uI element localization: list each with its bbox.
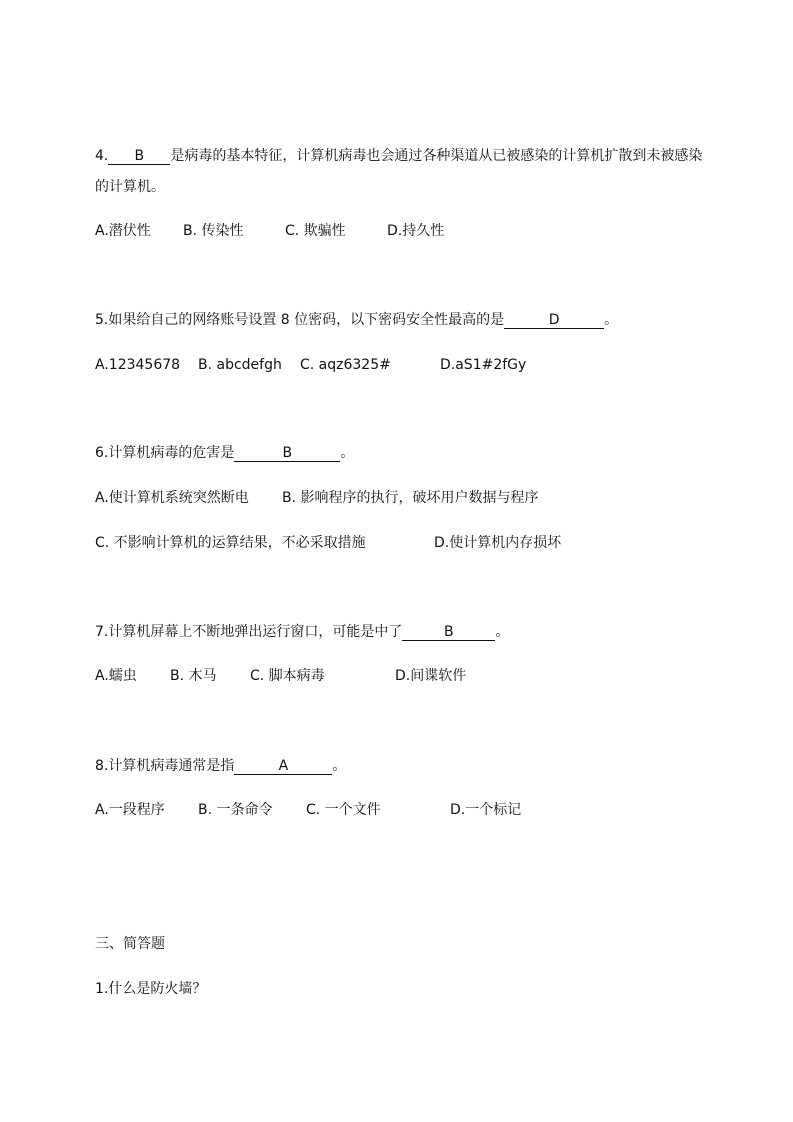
question-8-option-c: C. 一个文件 bbox=[306, 802, 381, 818]
question-7-suffix: 。 bbox=[495, 624, 510, 640]
question-5-option-d: D.aS1#2fGy bbox=[440, 357, 527, 373]
question-5-option-a: A.12345678 bbox=[95, 357, 181, 373]
question-5-stem bbox=[95, 311, 618, 329]
question-8-text: 8.计算机病毒通常是指 bbox=[95, 758, 235, 774]
question-5-answer-blank: D bbox=[504, 312, 604, 329]
question-4-option-a: A.潜伏性 bbox=[95, 223, 151, 239]
question-6-option-c: C. 不影响计算机的运算结果，不必采取措施 bbox=[95, 535, 366, 551]
question-5-option-b: B. abcdefgh bbox=[198, 357, 282, 373]
question-4-stem-line2: 的计算机。 bbox=[95, 179, 165, 195]
question-4-number: 4. bbox=[95, 148, 109, 164]
question-4-option-d: D.持久性 bbox=[387, 223, 445, 239]
question-7-stem bbox=[95, 623, 509, 641]
question-8-stem bbox=[95, 757, 346, 775]
question-6-suffix: 。 bbox=[340, 445, 355, 461]
question-7-answer-blank: B bbox=[402, 624, 495, 641]
question-7-option-b: B. 木马 bbox=[170, 668, 217, 684]
question-8-option-b: B. 一条命令 bbox=[198, 802, 273, 818]
question-4-stem bbox=[95, 147, 702, 165]
short-answer-question-1: 1.什么是防火墙？ bbox=[95, 981, 207, 997]
question-6-answer-blank: B bbox=[234, 445, 340, 462]
question-7-option-d: D.间谍软件 bbox=[395, 668, 467, 684]
question-8-option-a: A.一段程序 bbox=[95, 802, 165, 818]
section-title-short-answer: 三、简答题 bbox=[95, 936, 165, 952]
question-4-text: 是病毒的基本特征，计算机病毒也会通过各种渠道从已被感染的计算机扩散到未被感染 bbox=[170, 148, 703, 164]
question-8-option-d: D.一个标记 bbox=[450, 802, 522, 818]
question-8-suffix: 。 bbox=[332, 758, 347, 774]
question-4-option-c: C. 欺骗性 bbox=[285, 223, 346, 239]
question-6-option-b: B. 影响程序的执行，破坏用户数据与程序 bbox=[282, 490, 539, 506]
question-7-option-a: A.蠕虫 bbox=[95, 668, 137, 684]
question-8-answer-blank: A bbox=[234, 758, 332, 775]
question-6-stem bbox=[95, 444, 354, 462]
question-6-text: 6.计算机病毒的危害是 bbox=[95, 445, 235, 461]
question-6-option-d: D.使计算机内存损坏 bbox=[434, 535, 562, 551]
question-7-text: 7.计算机屏幕上不断地弹出运行窗口，可能是中了 bbox=[95, 624, 403, 640]
question-5-suffix: 。 bbox=[604, 312, 619, 328]
question-6-option-a: A.使计算机系统突然断电 bbox=[95, 490, 249, 506]
question-4-answer-blank: B bbox=[108, 148, 170, 165]
question-5-text: 5.如果给自己的网络账号设置 8 位密码，以下密码安全性最高的是 bbox=[95, 312, 505, 328]
question-7-option-c: C. 脚本病毒 bbox=[250, 668, 325, 684]
question-5-option-c: C. aqz6325# bbox=[300, 357, 391, 373]
question-4-option-b: B. 传染性 bbox=[183, 223, 244, 239]
